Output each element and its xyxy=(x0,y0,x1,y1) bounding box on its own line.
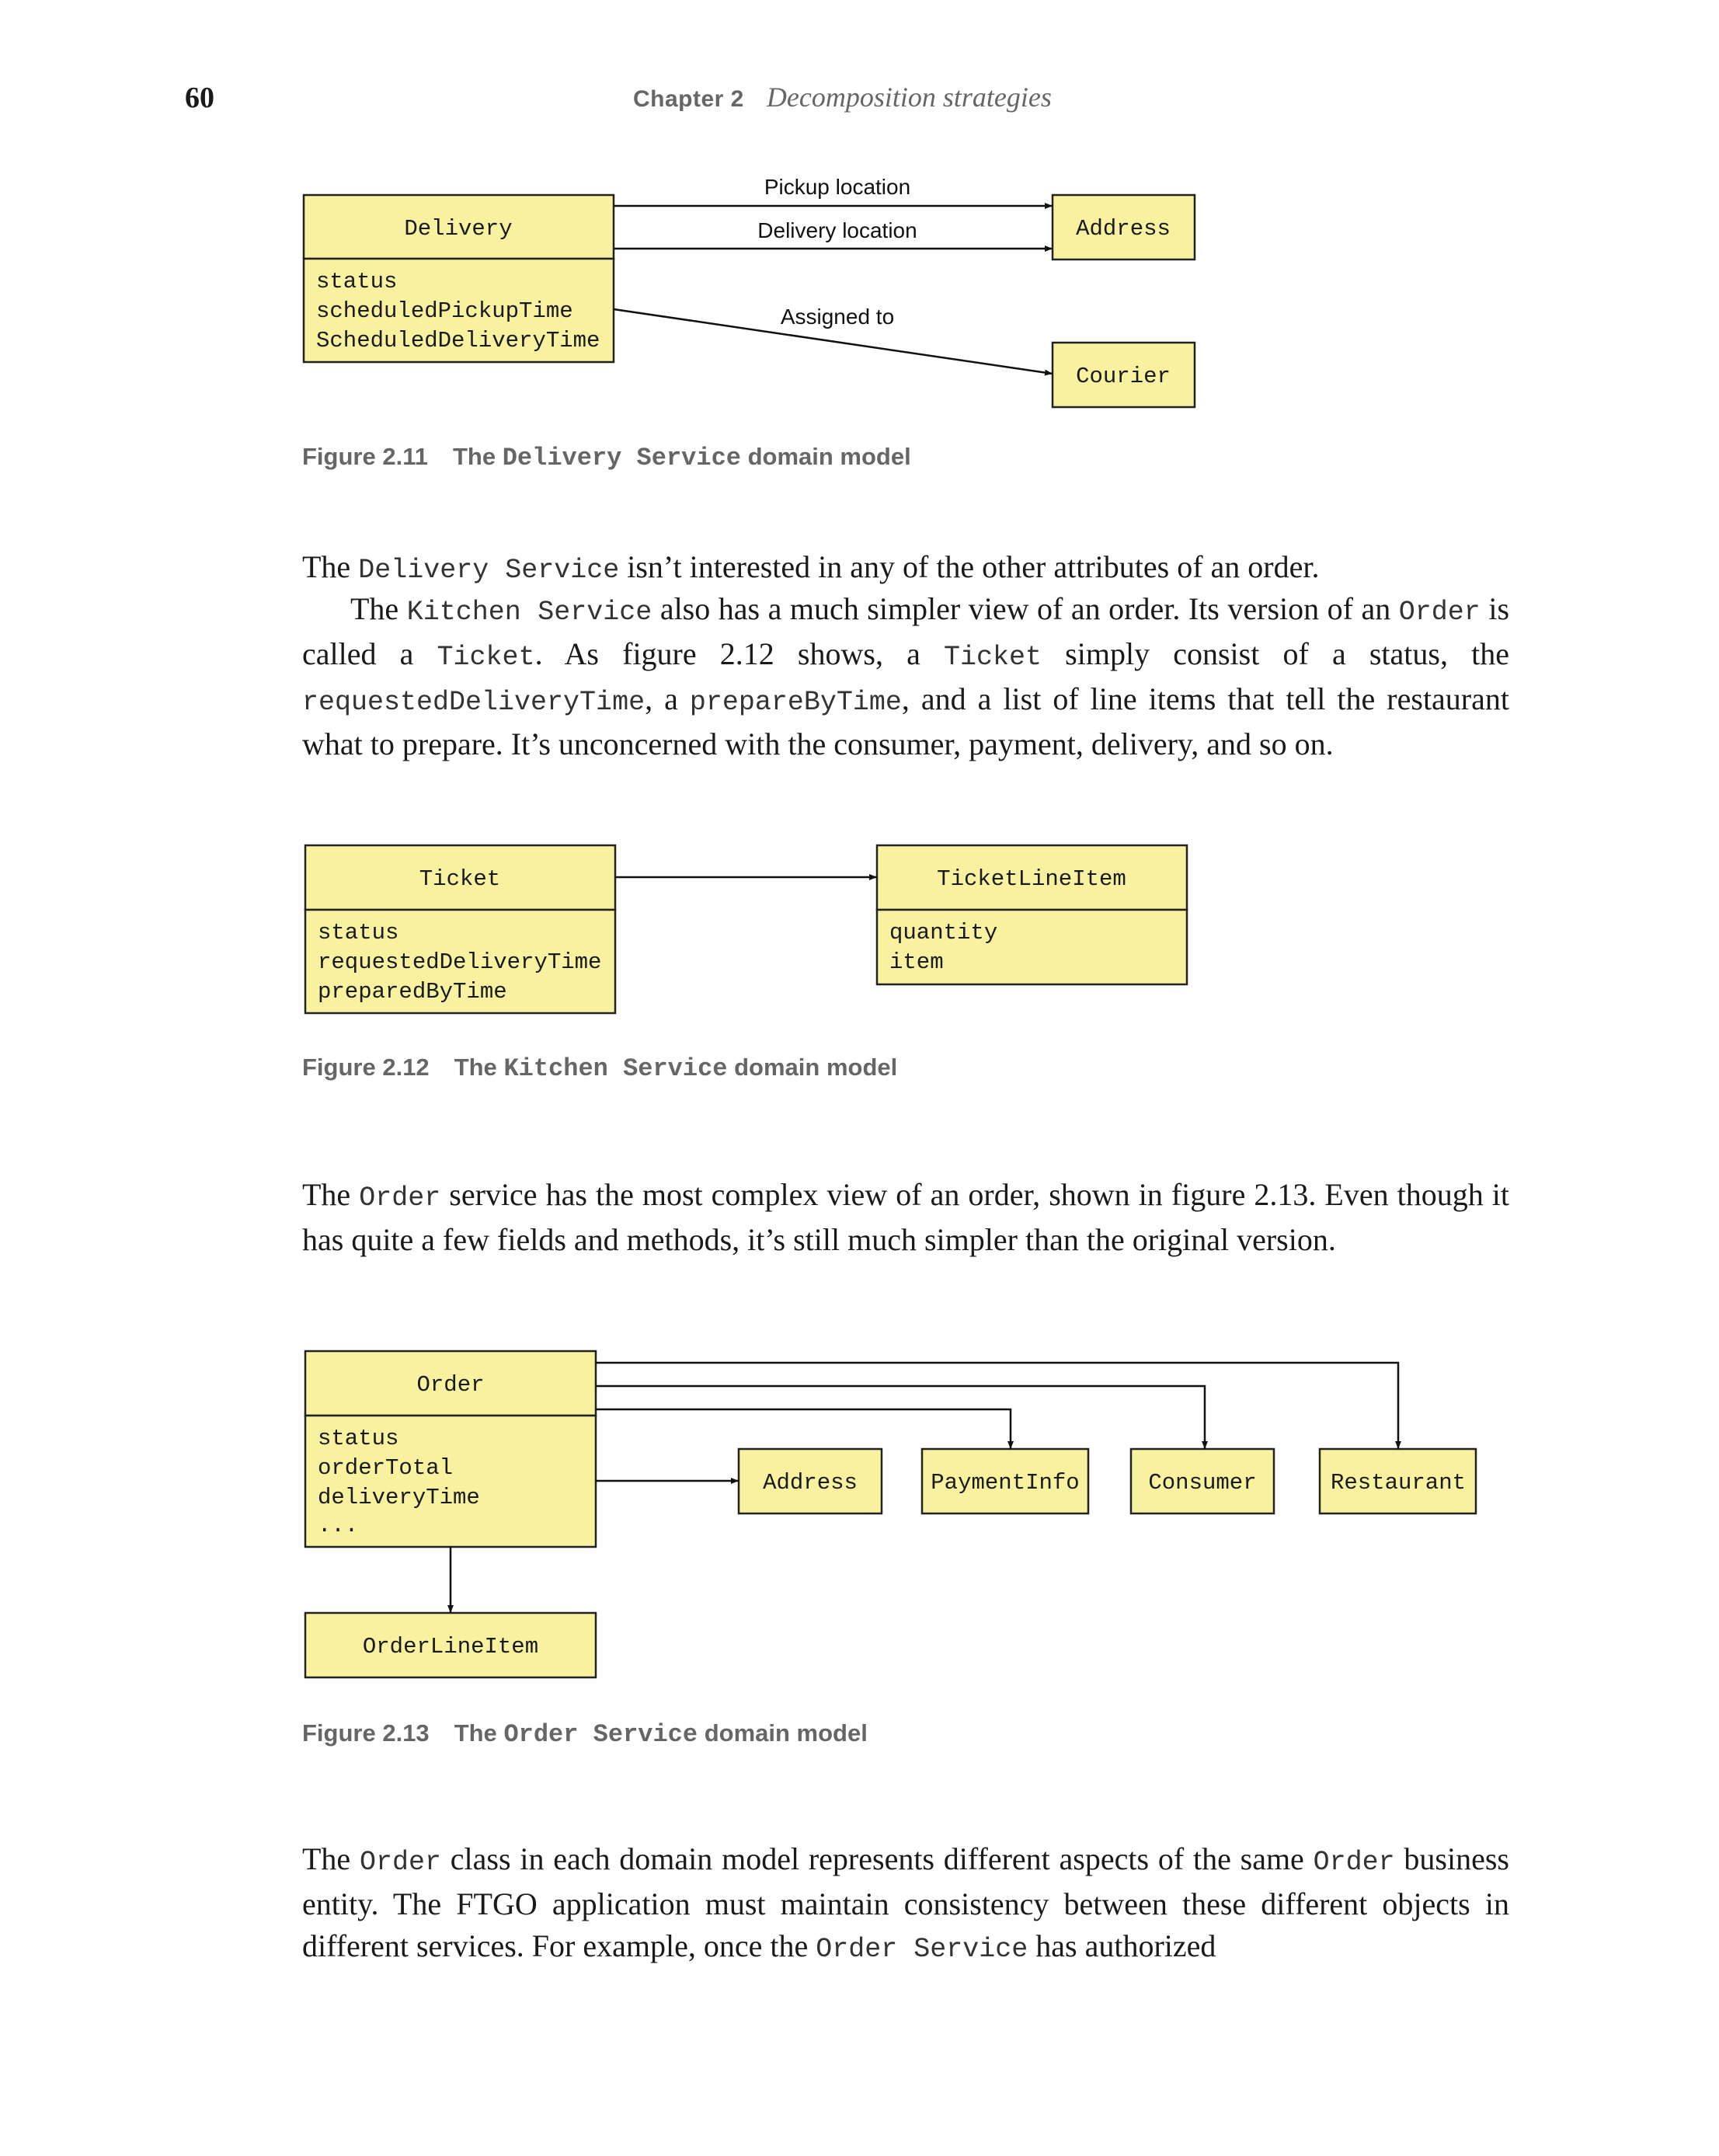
ticket-class xyxy=(305,845,615,1013)
delivery-field: status xyxy=(316,269,398,294)
figure-2-13-caption xyxy=(302,1719,868,1749)
courier-class xyxy=(1053,343,1195,407)
caption-code: Delivery Service xyxy=(502,444,741,472)
figure-number: Figure 2.12 xyxy=(302,1054,430,1081)
restaurant-title: Restaurant xyxy=(1330,1470,1467,1496)
figure-2-13-diagram xyxy=(0,1336,1719,1686)
ticket-line-item-title: TicketLineItem xyxy=(937,866,1126,892)
consumer-class xyxy=(1131,1449,1274,1513)
payment-info-class xyxy=(922,1449,1088,1513)
address-class-title: Address xyxy=(1076,216,1171,242)
figure-2-11-caption xyxy=(302,443,911,472)
order-field: ... xyxy=(318,1513,359,1538)
payment-info-title: PaymentInfo xyxy=(931,1470,1080,1496)
caption-post: domain model xyxy=(734,1054,898,1081)
caption-code: Kitchen Service xyxy=(503,1054,728,1083)
caption-pre: The xyxy=(454,1054,497,1081)
order-to-consumer-arrow xyxy=(596,1386,1205,1449)
caption-code: Order Service xyxy=(503,1720,698,1749)
figure-number: Figure 2.13 xyxy=(302,1719,430,1747)
pickup-location-label: Pickup location xyxy=(764,175,911,199)
figure-2-12-caption xyxy=(302,1054,897,1083)
paragraph-1: The Delivery Service isn’t interested in any of the other attributes of an order. xyxy=(302,549,1320,586)
delivery-class xyxy=(304,195,614,362)
paragraph-2: The Kitchen Service also has a much simpler view of an order. Its version of an Order is called a Ticket. As figure 2.12 shows, a Ticket simply consist of a status, the requestedDeliveryTime, a prepareByTime, and a list of line items that tell the restaurant what to prepare. It’s unconcerned with the consumer, payment, delivery, and so on. xyxy=(302,591,1510,761)
assigned-to-label: Assigned to xyxy=(780,305,895,329)
page-number: 60 xyxy=(185,82,214,114)
courier-class-title: Courier xyxy=(1076,364,1171,389)
restaurant-class xyxy=(1320,1449,1476,1513)
figure-2-11-diagram xyxy=(0,155,1719,420)
delivery-class-title: Delivery xyxy=(404,216,513,242)
ticket-line-item-class xyxy=(877,845,1187,984)
consumer-title: Consumer xyxy=(1148,1470,1257,1496)
order-class-title: Order xyxy=(416,1372,485,1398)
address-class xyxy=(1053,195,1195,259)
order-address-title: Address xyxy=(763,1470,858,1496)
chapter-title: Decomposition strategies xyxy=(766,82,1052,113)
ticket-field: status xyxy=(318,920,399,946)
ticket-line-item-field: quantity xyxy=(889,920,998,946)
order-class xyxy=(305,1351,596,1547)
figure-2-12-diagram xyxy=(0,831,1719,1026)
delivery-location-label: Delivery location xyxy=(757,218,917,242)
order-field: orderTotal xyxy=(318,1455,454,1481)
caption-post: domain model xyxy=(704,1719,868,1747)
order-field: status xyxy=(318,1426,399,1451)
paragraph-3: The Order service has the most complex view of an order, shown in figure 2.13. Even though it has quite a few fields and methods, it’s still much simpler than the original version. xyxy=(302,1177,1510,1257)
caption-pre: The xyxy=(454,1719,497,1747)
ticket-class-title: Ticket xyxy=(419,866,501,892)
order-to-payment-info-arrow xyxy=(596,1409,1011,1449)
caption-post: domain model xyxy=(747,443,911,470)
running-head xyxy=(633,81,1052,113)
order-line-item-title: OrderLineItem xyxy=(362,1634,539,1660)
delivery-field: scheduledPickupTime xyxy=(316,298,573,324)
figure-number: Figure 2.11 xyxy=(302,443,428,470)
order-to-restaurant-arrow xyxy=(596,1363,1398,1449)
ticket-field: preparedByTime xyxy=(318,979,507,1005)
order-line-item-class xyxy=(305,1613,596,1677)
delivery-field: ScheduledDeliveryTime xyxy=(316,328,600,354)
paragraph-4: The Order class in each domain model represents different aspects of the same Order business entity. The FTGO application must maintain consistency between these different objects in different services. For example, once the Order Service has authorized xyxy=(302,1841,1509,1965)
order-field: deliveryTime xyxy=(318,1485,480,1510)
caption-pre: The xyxy=(452,443,496,470)
chapter-label: Chapter 2 xyxy=(633,86,744,112)
ticket-field: requestedDeliveryTime xyxy=(318,949,602,975)
order-address-class xyxy=(739,1449,882,1513)
ticket-line-item-field: item xyxy=(889,949,944,975)
